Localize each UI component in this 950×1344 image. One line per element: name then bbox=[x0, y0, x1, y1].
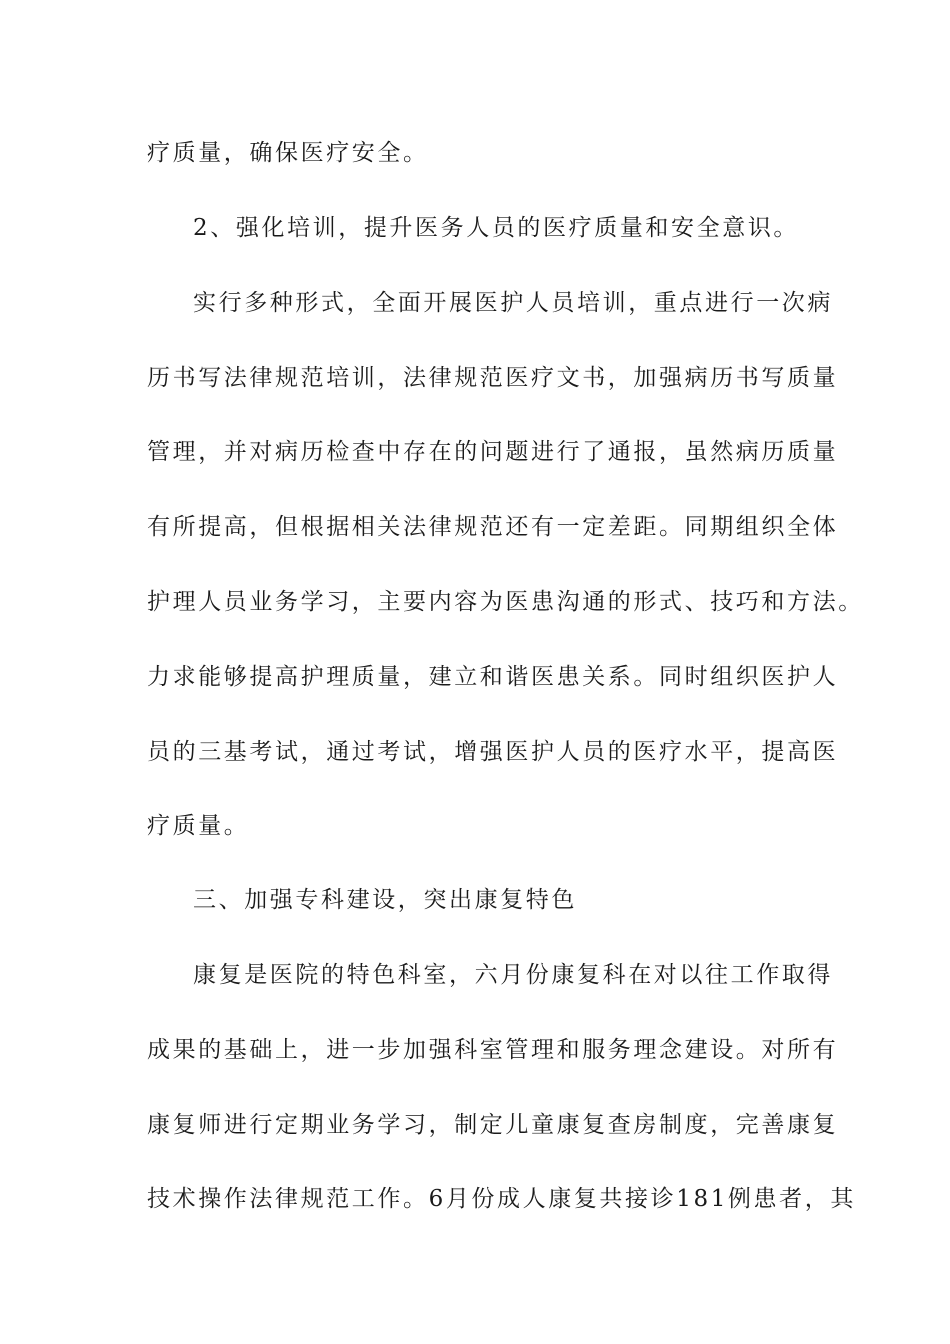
text-line-2: 2、强化培训，提升医务人员的医疗质量和安全意识。 bbox=[193, 215, 800, 241]
text-line-10: 疗质量。 bbox=[147, 813, 250, 839]
text-line-7: 护理人员业务学习，主要内容为医患沟通的形式、技巧和方法。 bbox=[147, 589, 864, 615]
text-line-5: 管理，并对病历检查中存在的问题进行了通报，虽然病历质量 bbox=[147, 439, 839, 465]
text-line-15: 技术操作法律规范工作。6月份成人康复共接诊181例患者，其 bbox=[147, 1186, 856, 1212]
text-line-13: 成果的基础上，进一步加强科室管理和服务理念建设。对所有 bbox=[147, 1037, 839, 1063]
text-line-8: 力求能够提高护理质量，建立和谐医患关系。同时组织医护人 bbox=[147, 664, 839, 690]
text-line-6: 有所提高，但根据相关法律规范还有一定差距。同期组织全体 bbox=[147, 514, 839, 540]
text-line-14: 康复师进行定期业务学习，制定儿童康复查房制度，完善康复 bbox=[147, 1112, 839, 1138]
text-line-4: 历书写法律规范培训，法律规范医疗文书，加强病历书写质量 bbox=[147, 365, 839, 391]
text-line-9: 员的三基考试，通过考试，增强医护人员的医疗水平，提高医 bbox=[147, 739, 839, 765]
text-line-3: 实行多种形式，全面开展医护人员培训，重点进行一次病 bbox=[193, 290, 833, 316]
section-heading: 三、加强专科建设，突出康复特色 bbox=[193, 887, 577, 913]
text-line-12: 康复是医院的特色科室，六月份康复科在对以往工作取得 bbox=[193, 962, 833, 988]
text-line-1: 疗质量，确保医疗安全。 bbox=[147, 140, 429, 166]
